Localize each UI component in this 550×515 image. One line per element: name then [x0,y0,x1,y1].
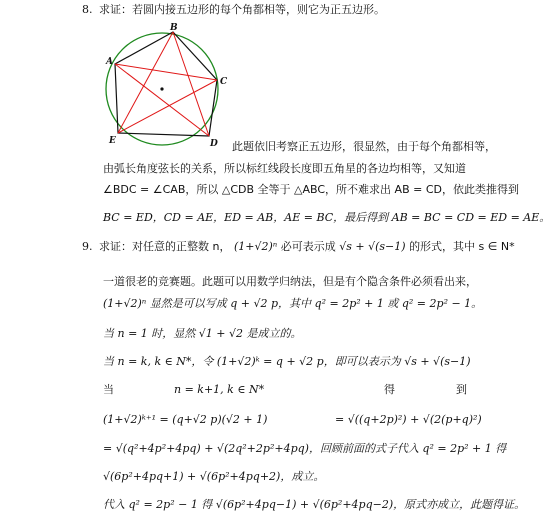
problem-8-solution-line-1: 此题依旧考察正五边形，很显然，由于每个角都相等， [232,140,496,153]
problem-9-solution-line-7: = √(q²+4p²+4pq) + √(2q²+2p²+4pq)，回顾前面的式子代入 q² = 2p² + 1 得 [103,442,507,455]
problem-8-number: 8. [82,3,93,16]
problem-9-statement-mid: 必可表示成 [280,240,336,253]
problem-9-solution-line-3: 当 n = 1 时，显然 √1 + √2 是成立的。 [103,327,302,340]
inscribed-pentagon [115,32,217,136]
diagonal-da [115,64,209,136]
center-point [160,87,163,90]
problem-9-solution-line-2: (1+√2)ⁿ 显然是可以写成 q + √2 p，其中 q² = 2p² + 1 或 q² = 2p² − 1。 [103,297,483,310]
problem-9-when-label: 当 [103,383,114,396]
vertex-label-d: D [210,139,218,147]
problem-9-statement [99,240,515,254]
vertex-label-a: A [106,57,113,67]
problem-9-dao-char: 到 [456,383,467,396]
pentagon-figure [104,22,234,147]
vertex-label-e: E [109,136,116,146]
problem-9-statement-form: √s + √(s−1) [339,240,406,253]
problem-9-solution-line-9: 代入 q² = 2p² − 1 得 √(6p²+4pq−1) + √(6p²+4pq−2)，原式亦成立，此题得证。 [103,498,526,511]
vertex-label-c: C [220,77,228,87]
problem-9-expansion-right: = √((q+2p)²) + √(2(p+q)²) [335,413,482,426]
problem-8-solution-line-4: BC = ED，CD = AE，ED = AB，AE = BC，最后得到 AB = BC = CD = ED = AE。 [103,211,550,224]
problem-9-solution-line-1: 一道很老的竞赛题。此题可以用数学归纳法，但是有个隐含条件必须看出来， [103,275,477,288]
problem-8-statement: 求证：若圆内接五边形的每个角都相等，则它为正五边形。 [99,3,385,16]
problem-9-solution-line-4: 当 n = k, k ∈ N*，令 (1+√2)ᵏ = q + √2 p，即可以表示为 √s + √(s−1) [103,355,471,368]
problem-9-expansion-left: (1+√2)ᵏ⁺¹ = (q+√2 p)(√2 + 1) [103,413,268,426]
problem-8-solution-line-2: 由弧长角度弦长的关系，所以标红线段长度即五角星的各边均相等，又知道 [103,162,466,175]
problem-9-number: 9. [82,240,93,253]
problem-9-statement-math: (1+√2)ⁿ [233,240,278,253]
problem-9-statement-post: 的形式，其中 s ∈ N* [409,240,515,253]
problem-9-solution-line-8: √(6p²+4pq+1) + √(6p²+4pq+2)，成立。 [103,470,325,483]
problem-9-statement-pre: 求证：对任意的正整数 n， [99,240,231,253]
problem-9-induction-step: n = k+1, k ∈ N* [174,383,265,396]
problem-8-solution-line-3: ∠BDC = ∠CAB，所以 △CDB 全等于 △ABC，所不难求出 AB = CD，依此类推得到 [103,183,519,196]
diagonal-bd [173,32,209,136]
diagonal-ac [115,64,217,80]
pentagram-diagonals [115,32,217,136]
vertex-label-b: B [170,23,178,33]
problem-9-de-char: 得 [384,383,395,396]
